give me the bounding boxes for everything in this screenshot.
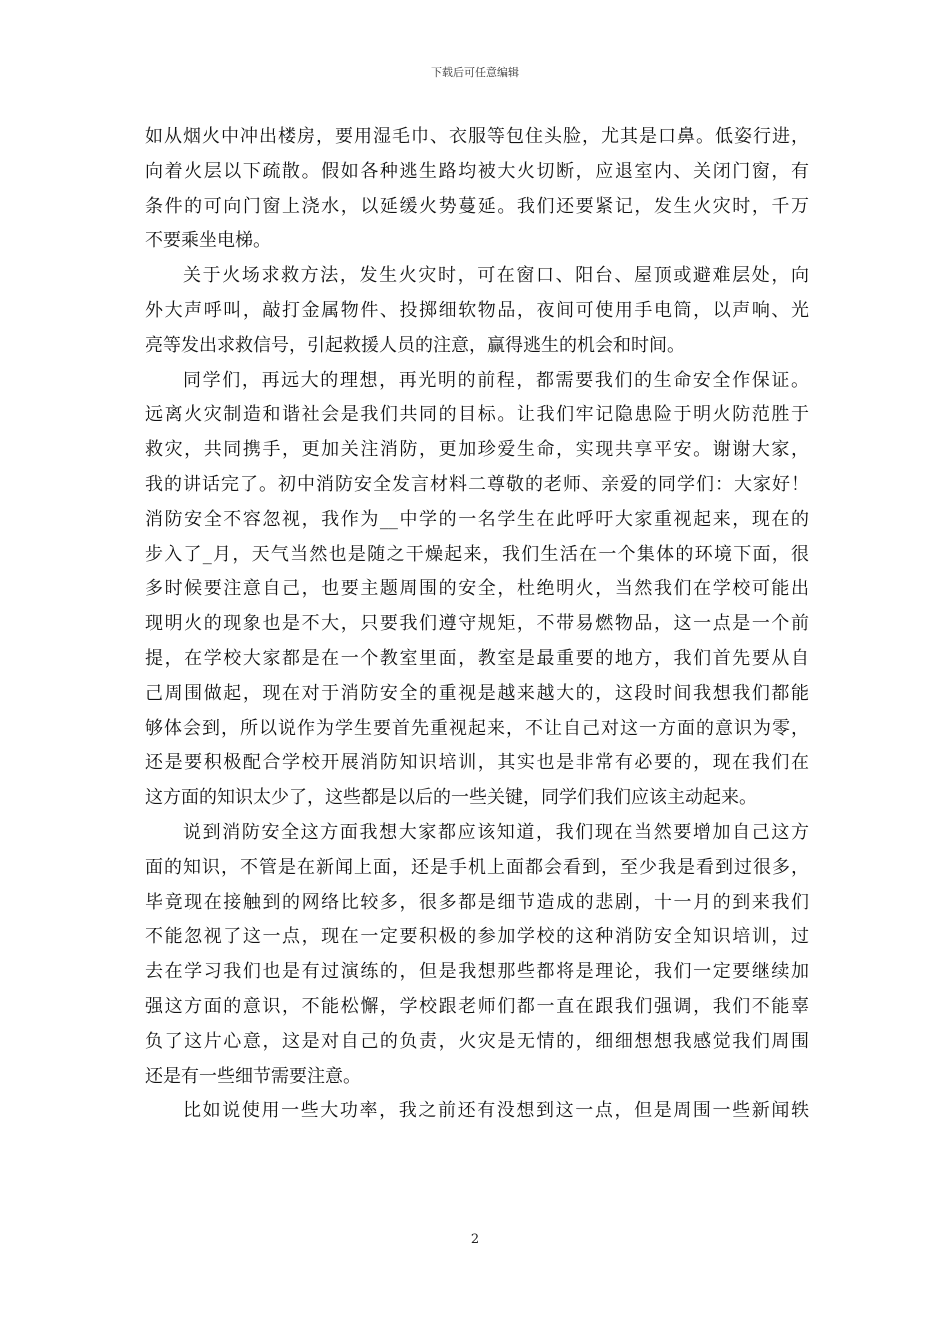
text-line: 去在学习我们也是有过演练的，但是我想那些都将是理论，我们一定要继续加 [145,961,809,983]
text-line: 现明火的现象也是不大，只要我们遵守规矩，不带易燃物品，这一点是一个前 [145,613,809,635]
text-line: 步入了_月，天气当然也是随之干燥起来，我们生活在一个集体的环境下面，很 [145,543,809,565]
text-line: 这方面的知识太少了，这些都是以后的一些关键，同学们我们应该主动起来。 [145,787,757,809]
text-line: 毕竟现在接触到的网络比较多，很多都是细节造成的悲剧，十一月的到来我们 [145,891,809,913]
text-line: 亮等发出求救信号，引起救援人员的注意，赢得逃生的机会和时间。 [145,334,685,356]
text-line: 多时候要注意自己，也要主题周围的安全，杜绝明火，当然我们在学校可能出 [145,578,809,600]
text-line: 提，在学校大家都是在一个教室里面，教室是最重要的地方，我们首先要从自 [145,647,809,669]
text-line: 如从烟火中冲出楼房，要用湿毛巾、衣服等包住头脸，尤其是口鼻。低姿行进， [145,126,809,147]
text-line: 够体会到，所以说作为学生要首先重视起来，不让自己对这一方面的意识为零， [145,717,809,739]
text-line: 说到消防安全这方面我想大家都应该知道，我们现在当然要增加自己这方 [183,821,809,843]
text-line: 外大声呼叫，敲打金属物件、投掷细软物品，夜间可使用手电筒，以声响、光 [145,299,809,321]
text-line: 我的讲话完了。初中消防安全发言材料二尊敬的老师、亲爱的同学们：大家好！ [145,473,809,495]
paragraph-1 [145,120,809,259]
document-body [145,120,809,1129]
text-line: 还是要积极配合学校开展消防知识培训，其实也是非常有必要的，现在我们在 [145,752,809,774]
text-line: 救灾，共同携手，更加关注消防，更加珍爱生命，实现共享平安。谢谢大家， [145,439,809,461]
page-header: 下载后可任意编辑 [431,66,519,79]
paragraph-4 [145,816,809,1094]
paragraph-3 [145,364,809,816]
text-line: 面的知识，不管是在新闻上面，还是手机上面都会看到，至少我是看到过很多， [145,856,809,878]
text-line: 条件的可向门窗上浇水，以延缓火势蔓延。我们还要紧记，发生火灾时，千万 [145,195,809,217]
text-line: 远离火灾制造和谐社会是我们共同的目标。让我们牢记隐患险于明火防范胜于 [145,404,809,426]
text-line: 向着火层以下疏散。假如各种逃生路均被大火切断，应退室内、关闭门窗，有 [145,160,809,182]
text-line: 己周围做起，现在对于消防安全的重视是越来越大的，这段时间我想我们都能 [145,682,809,704]
page-number: 2 [470,1232,480,1247]
text-line: 不能忽视了这一点，现在一定要积极的参加学校的这种消防安全知识培训，过 [145,926,809,948]
text-line: 关于火场求救方法，发生火灾时，可在窗口、阳台、屋顶或避难层处，向 [183,265,809,287]
paragraph-5 [145,1094,809,1129]
text-line: 不要乘坐电梯。 [145,230,271,252]
text-line: 比如说使用一些大功率，我之前还有没想到这一点，但是周围一些新闻轶 [183,1100,809,1122]
text-line: 同学们，再远大的理想，再光明的前程，都需要我们的生命安全作保证。 [183,369,809,391]
paragraph-2 [145,259,809,363]
text-line: 还是有一些细节需要注意。 [145,1065,361,1087]
text-line: 强这方面的意识，不能松懈，学校跟老师们都一直在跟我们强调，我们不能辜 [145,995,809,1017]
text-line: 负了这片心意，这是对自己的负责，火灾是无情的，细细想想我感觉我们周围 [145,1030,809,1052]
text-line: 消防安全不容忽视，我作为__中学的一名学生在此呼吁大家重视起来，现在的 [145,508,809,530]
